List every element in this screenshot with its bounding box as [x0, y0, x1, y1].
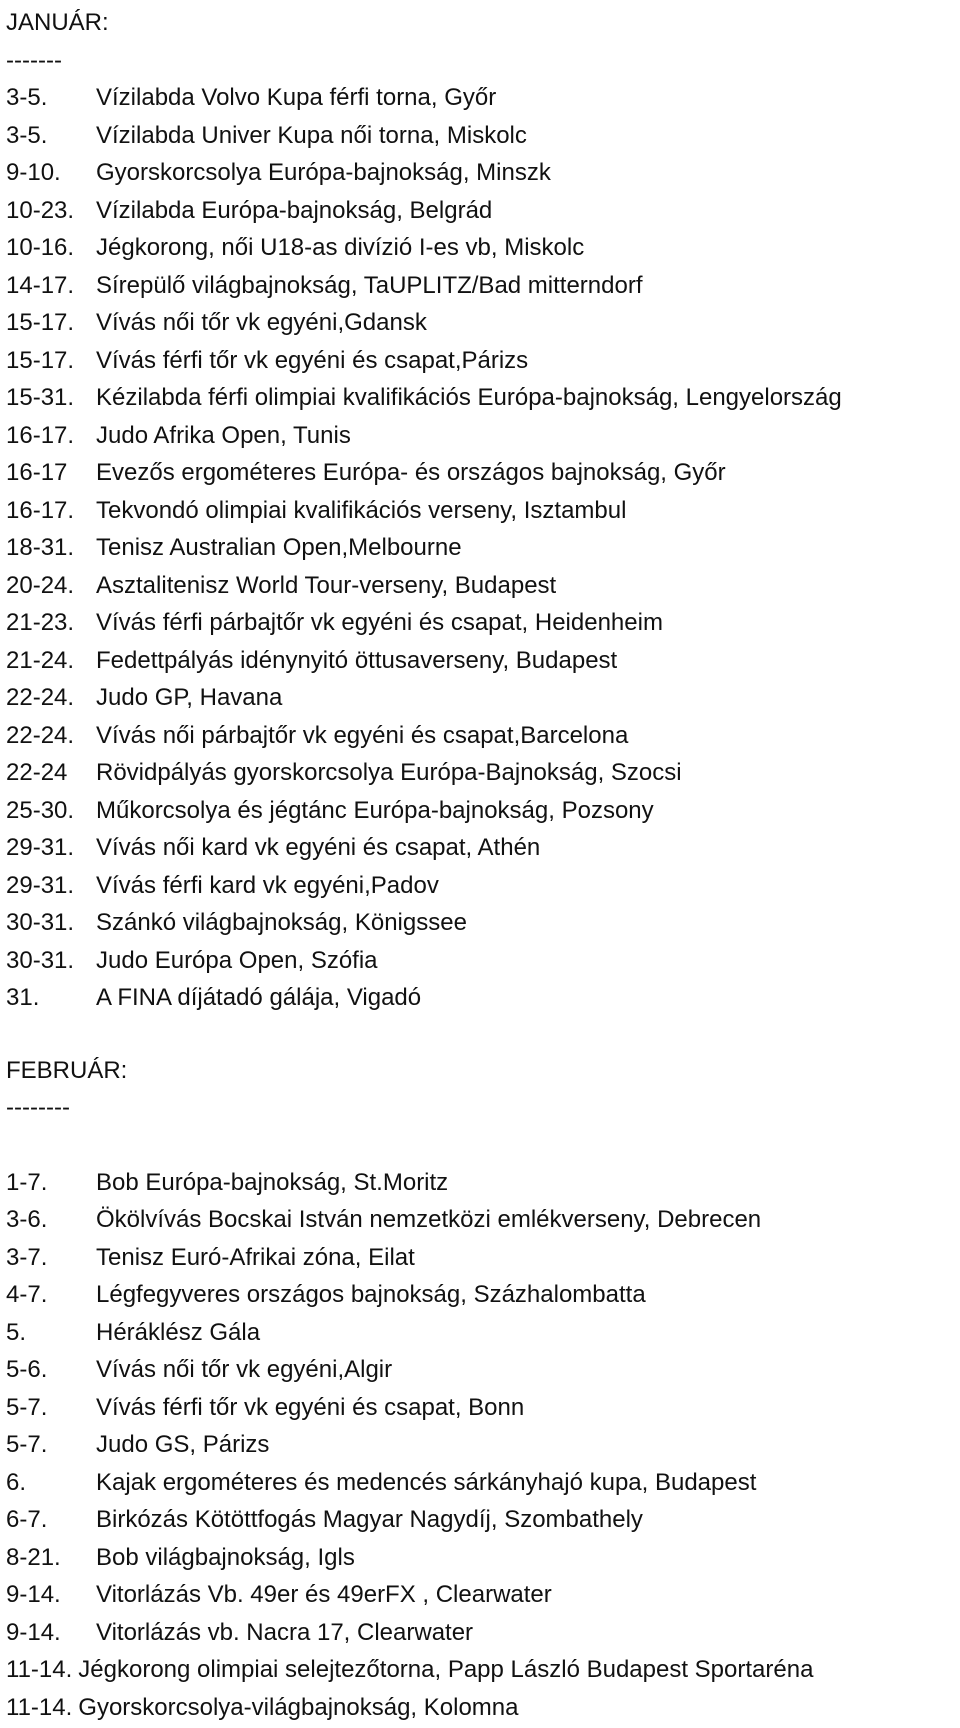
event-date: 4-7. [6, 1281, 48, 1308]
event-row [6, 454, 960, 492]
event-row [6, 304, 960, 342]
event-date: 22-24 [6, 759, 68, 786]
event-date: 3-6. [6, 1206, 48, 1233]
event-title: Vívás férfi kard vk egyéni,Padov [96, 871, 439, 899]
event-date: 10-23. [6, 196, 75, 224]
event-title: Judo GP, Havana [96, 684, 283, 711]
event-row [6, 1389, 960, 1427]
event-date: 8-21. [6, 1543, 61, 1571]
event-date: 6-7. [6, 1506, 48, 1533]
event-row [6, 642, 960, 680]
event-row [6, 1614, 960, 1652]
event-row [6, 604, 960, 642]
event-row [6, 1164, 960, 1202]
event-row [6, 267, 960, 305]
heading-separator: -------- [6, 1094, 70, 1121]
event-date: 3-7. [6, 1243, 48, 1271]
event-row [6, 1314, 960, 1352]
event-row [6, 1239, 960, 1277]
event-date: 10-16. [6, 234, 75, 261]
event-row [6, 567, 960, 605]
event-date: 9-14. [6, 1618, 61, 1646]
event-title: Bob világbajnokság, Igls [96, 1543, 355, 1571]
event-title: Légfegyveres országos bajnokság, Százhalombatta [96, 1281, 646, 1308]
event-row [6, 492, 960, 530]
event-title: Vívás női tőr vk egyéni,Algir [96, 1356, 393, 1383]
month-heading: FEBRUÁR: [6, 1056, 128, 1084]
event-date: 5-7. [6, 1431, 48, 1458]
event-title: Vízilabda Univer Kupa női torna, Miskolc [96, 121, 527, 149]
list-gap [6, 1127, 960, 1164]
event-title: Vitorlázás Vb. 49er és 49erFX , Clearwater [96, 1581, 552, 1608]
event-row [6, 1464, 960, 1502]
event-title: Sírepülő világbajnokság, TaUPLITZ/Bad mitterndorf [96, 271, 643, 299]
event-row [6, 979, 960, 1017]
event-row [6, 1576, 960, 1614]
event-title: Vízilabda Európa-bajnokság, Belgrád [96, 196, 493, 224]
event-title: Evezős ergométeres Európa- és országos bajnokság, Győr [96, 459, 726, 486]
event-title: Vívás férfi párbajtőr vk egyéni és csapat, Heidenheim [96, 609, 663, 636]
event-title: Szánkó világbajnokság, Königssee [96, 909, 467, 936]
event-calendar [6, 4, 960, 1726]
event-date: 16-17 [6, 459, 68, 486]
event-row [6, 942, 960, 980]
event-row [6, 1351, 960, 1389]
event-title: Judo Afrika Open, Tunis [96, 421, 351, 449]
event-date: 21-24. [6, 646, 75, 674]
event-date: 21-23. [6, 609, 75, 636]
event-title: Gyorskorcsolya Európa-bajnokság, Minszk [96, 159, 551, 186]
event-title: A FINA díjátadó gálája, Vigadó [96, 984, 422, 1011]
event-date: 5-7. [6, 1393, 48, 1421]
heading-separator: ------- [6, 46, 62, 74]
event-row [6, 1501, 960, 1539]
event-date: 29-31. [6, 834, 75, 861]
event-title: Kézilabda férfi olimpiai kvalifikációs Európa-bajnokság, Lengyelország [96, 384, 842, 411]
event-date: 3-5. [6, 121, 48, 149]
event-title: Asztalitenisz World Tour-verseny, Budapest [96, 571, 557, 599]
event-title: Bob Európa-bajnokság, St.Moritz [96, 1168, 449, 1196]
event-title: Vívás férfi tőr vk egyéni és csapat, Bonn [96, 1393, 525, 1421]
event-date: 5-6. [6, 1356, 48, 1383]
event-date: 31. [6, 984, 40, 1011]
event-date: 29-31. [6, 871, 75, 899]
event-date: 5. [6, 1318, 27, 1346]
event-title: Ökölvívás Bocskai István nemzetközi emlékverseny, Debrecen [96, 1206, 762, 1233]
event-title: Judo GS, Párizs [96, 1431, 270, 1458]
event-title: Műkorcsolya és jégtánc Európa-bajnokság, Pozsony [96, 796, 654, 824]
event-row [6, 1689, 960, 1727]
event-row [6, 829, 960, 867]
event-row [6, 717, 960, 755]
event-row [6, 1276, 960, 1314]
event-title: Héráklész Gála [96, 1318, 261, 1346]
event-row [6, 229, 960, 267]
event-date: 16-17. [6, 421, 75, 449]
event-title: Birkózás Kötöttfogás Magyar Nagydíj, Szombathely [96, 1506, 643, 1533]
event-date: 15-31. [6, 384, 75, 411]
event-row [6, 342, 960, 380]
event-date: 6. [6, 1468, 27, 1496]
event-row [6, 529, 960, 567]
event-title: Fedettpályás idénynyitó öttusaverseny, Budapest [96, 646, 618, 674]
event-date: 11-14. [6, 1693, 73, 1721]
event-date: 3-5. [6, 84, 48, 111]
event-date: 30-31. [6, 909, 75, 936]
event-date: 18-31. [6, 534, 75, 561]
event-row [6, 379, 960, 417]
section-gap [6, 1017, 960, 1052]
event-title: Tenisz Euró-Afrikai zóna, Eilat [96, 1243, 415, 1271]
event-title: Gyorskorcsolya-világbajnokság, Kolomna [78, 1693, 519, 1721]
event-row [6, 1539, 960, 1577]
event-title: Judo Európa Open, Szófia [96, 946, 378, 974]
event-date: 14-17. [6, 271, 75, 299]
event-date: 15-17. [6, 346, 75, 374]
month-heading: JANUÁR: [6, 9, 109, 36]
event-row [6, 417, 960, 455]
event-row [6, 1426, 960, 1464]
event-title: Vívás férfi tőr vk egyéni és csapat,Párizs [96, 346, 529, 374]
event-title: Jégkorong olimpiai selejtezőtorna, Papp László Budapest Sportaréna [78, 1656, 814, 1683]
event-title: Vívás női kard vk egyéni és csapat, Athén [96, 834, 541, 861]
event-title: Vitorlázás vb. Nacra 17, Clearwater [96, 1618, 474, 1646]
event-title: Tekvondó olimpiai kvalifikációs verseny, Isztambul [96, 496, 627, 524]
event-date: 1-7. [6, 1168, 48, 1196]
event-date: 9-14. [6, 1581, 61, 1608]
event-date: 16-17. [6, 496, 75, 524]
event-row [6, 792, 960, 830]
event-row [6, 679, 960, 717]
event-title: Rövidpályás gyorskorcsolya Európa-Bajnokság, Szocsi [96, 759, 682, 786]
event-date: 22-24. [6, 684, 75, 711]
event-title: Kajak ergométeres és medencés sárkányhajó kupa, Budapest [96, 1468, 757, 1496]
event-date: 30-31. [6, 946, 75, 974]
event-title: Tenisz Australian Open,Melbourne [96, 534, 462, 561]
event-date: 25-30. [6, 796, 75, 824]
event-row [6, 867, 960, 905]
event-row [6, 754, 960, 792]
event-title: Vívás női párbajtőr vk egyéni és csapat,Barcelona [96, 721, 629, 749]
event-title: Vízilabda Volvo Kupa férfi torna, Győr [96, 84, 497, 111]
event-row [6, 117, 960, 155]
event-row [6, 79, 960, 117]
event-date: 11-14. [6, 1656, 73, 1683]
event-row [6, 904, 960, 942]
event-date: 15-17. [6, 309, 75, 336]
event-title: Vívás női tőr vk egyéni,Gdansk [96, 309, 427, 336]
event-row [6, 1201, 960, 1239]
event-row [6, 1651, 960, 1689]
event-row [6, 154, 960, 192]
event-title: Jégkorong, női U18-as divízió I-es vb, Miskolc [96, 234, 585, 261]
event-date: 20-24. [6, 571, 75, 599]
event-date: 22-24. [6, 721, 75, 749]
event-row [6, 192, 960, 230]
event-date: 9-10. [6, 159, 61, 186]
